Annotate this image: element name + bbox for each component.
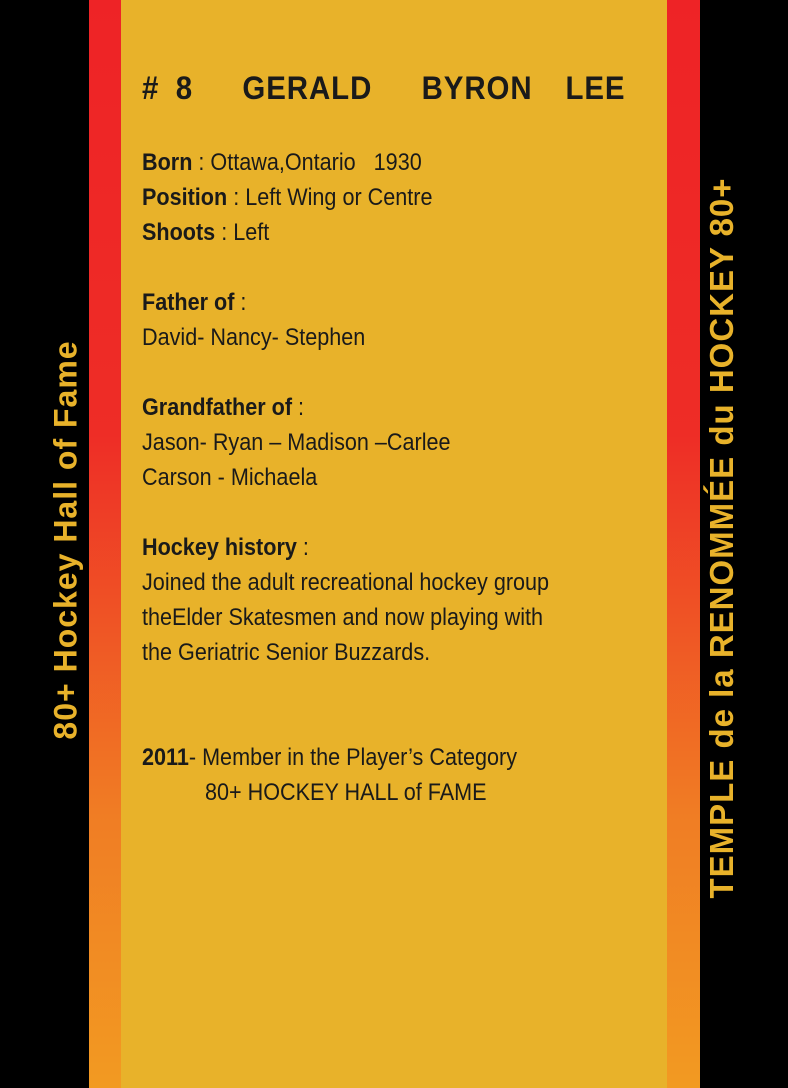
membership-year: 2011 xyxy=(142,744,189,771)
grandfather-heading xyxy=(142,390,610,425)
spacer xyxy=(142,355,662,390)
player-heading xyxy=(142,70,626,107)
membership-text: - Member in the Player’s Category xyxy=(188,744,518,771)
player-number: # 8 xyxy=(142,70,194,106)
history-heading xyxy=(142,530,610,565)
grandfather-label: Grandfather of xyxy=(142,394,293,421)
born-value: : Ottawa,Ontario 1930 xyxy=(192,149,422,176)
father-value: David- Nancy- Stephen xyxy=(142,324,366,351)
side-title-left: 80+ Hockey Hall of Fame xyxy=(47,340,84,740)
player-name: GERALD BYRON LEE xyxy=(242,70,626,106)
history-label: Hockey history xyxy=(142,534,297,561)
history-line-1: Joined the adult recreational hockey group xyxy=(142,569,550,596)
shoots-value: : Left xyxy=(215,219,270,246)
spacer xyxy=(142,670,662,740)
position-value: : Left Wing or Centre xyxy=(227,184,433,211)
grandfather-line-2: Carson - Michaela xyxy=(142,464,318,491)
history-line-2: theElder Skatesmen and now playing with xyxy=(142,604,544,631)
right-red-stripe xyxy=(667,0,700,1088)
born-label: Born xyxy=(142,149,193,176)
born-line xyxy=(142,145,610,180)
position-line xyxy=(142,180,610,215)
shoots-label: Shoots xyxy=(142,219,216,246)
history-separator: : xyxy=(296,534,309,561)
spacer xyxy=(142,495,662,530)
father-label: Father of xyxy=(142,289,235,316)
spacer xyxy=(142,250,662,285)
father-heading xyxy=(142,285,610,320)
membership-line-2: 80+ HOCKEY HALL of FAME xyxy=(205,779,487,806)
side-title-right: TEMPLE de la RENOMMÉE du HOCKEY 80+ xyxy=(703,177,740,899)
grandfather-separator: : xyxy=(292,394,305,421)
history-line-3: the Geriatric Senior Buzzards. xyxy=(142,639,431,666)
shoots-line xyxy=(142,215,610,250)
father-separator: : xyxy=(234,289,247,316)
membership-line-1 xyxy=(142,740,610,775)
grandfather-line-1: Jason- Ryan – Madison –Carlee xyxy=(142,429,451,456)
position-label: Position xyxy=(142,184,228,211)
card-content xyxy=(142,70,662,810)
left-red-stripe xyxy=(89,0,121,1088)
